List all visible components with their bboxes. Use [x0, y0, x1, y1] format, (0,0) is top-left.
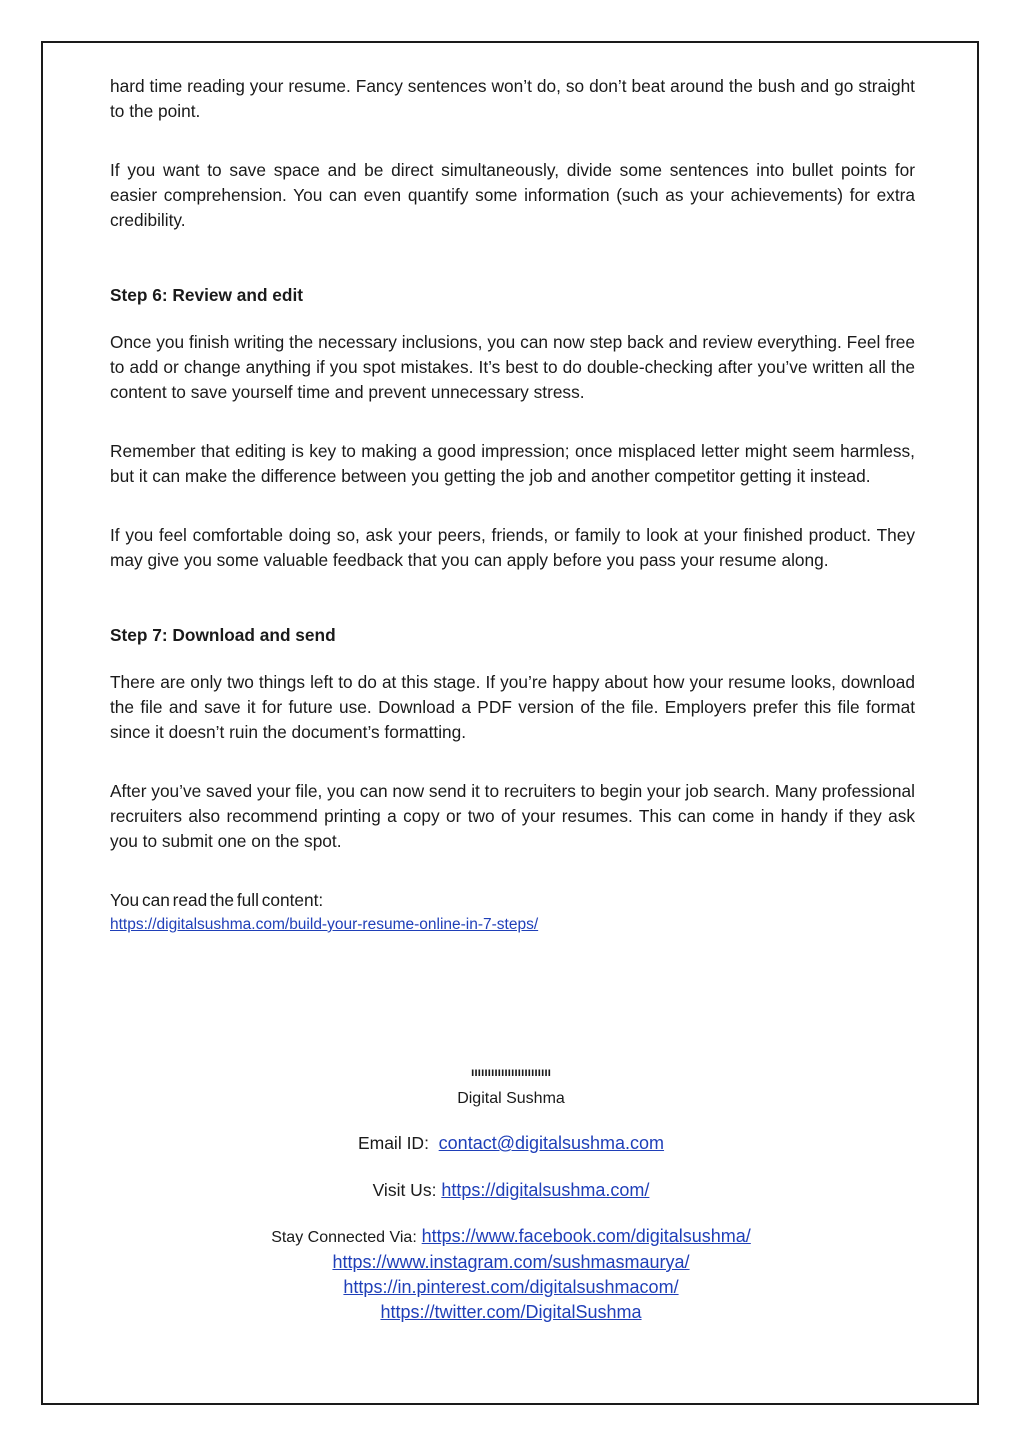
- paragraph-intro: hard time reading your resume. Fancy sentences won’t do, so don’t beat around the bush and go straight to the point.: [110, 76, 915, 121]
- visit-label: Visit Us:: [372, 1180, 437, 1200]
- email-link[interactable]: contact@digitalsushma.com: [438, 1133, 665, 1153]
- website-link[interactable]: https://digitalsushma.com/: [441, 1180, 650, 1200]
- step-7-heading: Step 7: Download and send: [110, 625, 336, 645]
- read-full-label: You can read the full content:: [110, 890, 324, 910]
- footer: [44, 1066, 978, 1325]
- brand-name: Digital Sushma: [457, 1090, 565, 1107]
- email-label: Email ID:: [357, 1133, 429, 1153]
- paragraph-bullet-points: If you want to save space and be direct simultaneously, divide some sentences into bullet points for easier comprehension. You can even quantify some information (such as your achievements) for extra credibility.: [110, 160, 915, 230]
- instagram-link[interactable]: https://www.instagram.com/sushmasmaurya/: [332, 1252, 690, 1272]
- read-full-link[interactable]: https://digitalsushma.com/build-your-resume-online-in-7-steps/: [110, 916, 539, 933]
- step-6-heading: Step 6: Review and edit: [110, 285, 304, 305]
- paragraph-editing: Remember that editing is key to making a good impression; once misplaced letter might seem harmless, but it can make the difference between you getting the job and another competitor getting it instead.: [110, 441, 915, 486]
- social-label: Stay Connected Via:: [271, 1229, 417, 1246]
- document-body: [110, 74, 915, 934]
- paragraph-feedback: If you feel comfortable doing so, ask your peers, friends, or family to look at your finished product. They may give you some valuable feedback that you can apply before you pass your resume along.: [110, 525, 915, 570]
- facebook-link[interactable]: https://www.facebook.com/digitalsushma/: [421, 1226, 751, 1246]
- paragraph-send: After you’ve saved your file, you can now send it to recruiters to begin your job search. Many professional recruiters also recommend printing a copy or two of your resumes. This can come in handy if they ask you to submit one on the spot.: [110, 781, 915, 851]
- twitter-link[interactable]: https://twitter.com/DigitalSushma: [380, 1302, 642, 1322]
- visit-row: [44, 1177, 978, 1203]
- email-row: [44, 1130, 978, 1156]
- decorative-dots: ıııııııııııııııııııııııı: [470, 1065, 551, 1079]
- pinterest-link[interactable]: https://in.pinterest.com/digitalsushmacom/: [343, 1277, 679, 1297]
- social-links: [44, 1224, 978, 1325]
- paragraph-review: Once you finish writing the necessary inclusions, you can now step back and review everything. Feel free to add or change anything if you spot mistakes. It’s best to do double-checking after you’ve written all the content to save yourself time and prevent unnecessary stress.: [110, 332, 915, 402]
- paragraph-download: There are only two things left to do at this stage. If you’re happy about how your resume looks, download the file and save it for future use. Download a PDF version of the file. Employers prefer this file format since it doesn’t ruin the document’s formatting.: [110, 672, 915, 742]
